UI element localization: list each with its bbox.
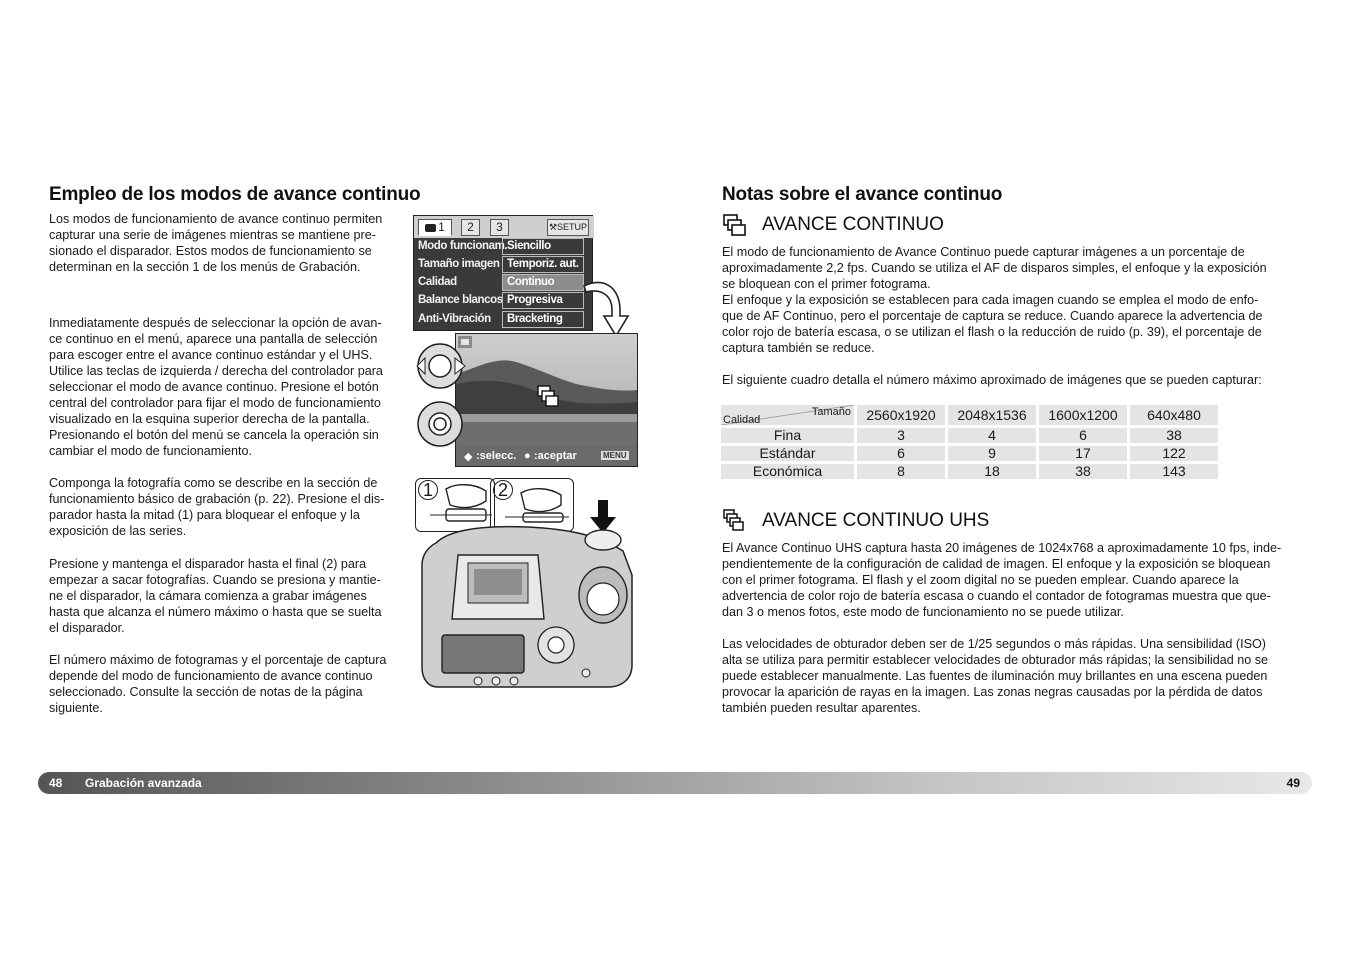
text-line: para escoger entre el avance continuo estándar y el UHS.: [49, 348, 373, 362]
menu-tab-1[interactable]: [418, 219, 452, 236]
text-line: Las velocidades de obturador deben ser de 1/25 segundos o más rápidas. Una sensibilidad (ISO): [722, 637, 1266, 651]
text-line: pendientemente de la configuración de calidad de imagen. El enfoque y la exposición se bloquean: [722, 557, 1271, 571]
center-button-icon: ●: [524, 450, 531, 462]
text-line: seleccionado. Consulte la sección de notas de la página: [49, 685, 363, 699]
table-cell: 38: [1130, 428, 1218, 443]
table-cell: 17: [1039, 446, 1127, 461]
menu-row[interactable]: [414, 274, 594, 292]
text-line: puede establecer manualmente. Las fuentes de iluminación muy brillantes en una escena pueden: [722, 669, 1268, 683]
text-line: Los modos de funcionamiento de avance continuo permiten: [49, 212, 383, 226]
menu-tab-label: 3: [496, 220, 503, 234]
text-line: depende del modo de funcionamiento de avance continuo: [49, 669, 373, 683]
text-line: seleccionar el modo de avance continuo. Presione el botón: [49, 380, 379, 394]
menu-tab-label: SETUP: [557, 222, 588, 232]
left-page-title: Empleo de los modos de avance continuo: [49, 184, 421, 205]
text-line: Utilice las teclas de izquierda / derecha del controlador para: [49, 364, 383, 378]
menu-tab-setup[interactable]: [547, 219, 589, 236]
table-header-row: [721, 405, 1218, 425]
text-line: se bloquean con el primer fotograma.: [722, 277, 931, 291]
table-column-header: 2048x1536: [948, 405, 1036, 425]
table-column-header: 1600x1200: [1039, 405, 1127, 425]
text-line: visualizado en la esquina superior derecha de la pantalla.: [49, 412, 370, 426]
table-cell: 18: [948, 464, 1036, 479]
text-line: parador hasta la mitad (1) para bloquear el enfoque y la: [49, 508, 360, 522]
screen-footer: [456, 446, 637, 466]
text-line: empezar a sacar fotografías. Cuando se presiona y mantie-: [49, 573, 381, 587]
camera-record-menu: [413, 215, 593, 331]
text-line: El siguiente cuadro detalla el número máximo aproximado de imágenes que se pueden capturar:: [722, 373, 1262, 387]
menu-row-value[interactable]: Siencillo: [502, 238, 584, 255]
text-line: alta se utiliza para permitir establecer velocidades de obturador más rápidas; la sensibilidad no se: [722, 653, 1269, 667]
controller-left-right-icon: [415, 340, 467, 392]
curved-arrow-icon: [580, 276, 632, 340]
table-column-header: 640x480: [1130, 405, 1218, 425]
menu-tab-label: 1: [438, 220, 445, 234]
text-line: advertencia de color rojo de batería escasa o cuando el contador de fotogramas muestra que que-: [722, 589, 1271, 603]
table-intro-paragraph: [722, 372, 1307, 388]
table-cell: 9: [948, 446, 1036, 461]
text-line: Presione y mantenga el disparador hasta el final (2) para: [49, 557, 367, 571]
text-line: El número máximo de fotogramas y el porcentaje de captura: [49, 653, 387, 667]
table-cell: 122: [1130, 446, 1218, 461]
menu-row-value[interactable]: Bracketing: [502, 311, 584, 328]
select-hint: :selecc.: [476, 450, 517, 462]
left-page-number: 48: [49, 776, 63, 790]
corner-label-size: Tamaño: [811, 406, 851, 418]
text-line: captura también se reduce.: [722, 341, 875, 355]
menu-row[interactable]: [414, 311, 594, 329]
avance-continuo-paragraph: [722, 244, 1307, 356]
text-line: ne el disparador, la cámara comienza a grabar imágenes: [49, 589, 367, 603]
right-page-title: Notas sobre el avance continuo: [722, 184, 1003, 205]
menu-row-key: Anti-Vibración: [418, 313, 491, 325]
text-line: funcionamiento básico de grabación (p. 22). Presione el dis-: [49, 492, 385, 506]
step-number: 2: [493, 480, 513, 500]
text-line: también pueden resultar aparentes.: [722, 701, 921, 715]
table-cell: 3: [857, 428, 945, 443]
section-title: AVANCE CONTINUO: [762, 214, 944, 235]
camera-preview-screen: [455, 333, 638, 467]
menu-tab-2[interactable]: [461, 219, 480, 236]
table-row-label: Económica: [721, 464, 854, 479]
uhs-continuous-drive-icon: [722, 509, 748, 533]
accept-hint: :aceptar: [534, 450, 577, 462]
capacity-table: [718, 402, 1221, 482]
text-line: ce continuo en el menú, aparece una pantalla de selección: [49, 332, 378, 346]
text-line: El Avance Continuo UHS captura hasta 20 imágenes de 1024x768 a aproximadamente 10 fps, inde-: [722, 541, 1282, 555]
table-cell: 4: [948, 428, 1036, 443]
camera-icon: [425, 224, 436, 232]
section-avance-continuo-heading: [722, 213, 944, 237]
menu-row[interactable]: [414, 238, 594, 256]
continuous-drive-icon: [536, 384, 560, 408]
step-number: 1: [418, 480, 438, 500]
table-cell: 143: [1130, 464, 1218, 479]
text-line: Presionando el botón del menú se cancela la operación sin: [49, 428, 379, 442]
text-line: color rojo de batería escasa, o se utilizan el flash o la reducción de ruido (p. 39), el porcentaje de: [722, 325, 1262, 339]
table-row: [721, 446, 1218, 461]
shutter-speed-paragraph: [722, 636, 1307, 716]
table-row: [721, 428, 1218, 443]
max-frames-paragraph: [49, 652, 404, 716]
continuous-drive-icon: [722, 213, 748, 237]
intro-paragraph: [49, 211, 404, 275]
compose-paragraph: [49, 475, 404, 539]
menu-row-value[interactable]: Temporiz. aut.: [502, 256, 584, 273]
text-line: El enfoque y la exposición se establecen para cada imagen cuando se emplea el modo de enfo-: [722, 293, 1259, 307]
section-name: Grabación avanzada: [85, 776, 202, 790]
table-column-header: 2560x1920: [857, 405, 945, 425]
table-row: [721, 464, 1218, 479]
uhs-paragraph: [722, 540, 1307, 620]
text-line: hasta que alcanza el número máximo o hasta que se suelta: [49, 605, 382, 619]
menu-tab-bar: [414, 216, 594, 238]
menu-tab-3[interactable]: [490, 219, 509, 236]
text-line: aproximadamente 2,2 fps. Cuando se utiliza el AF de disparos simples, el enfoque y la exposición: [722, 261, 1267, 275]
text-line: central del controlador para fijar el modo de funcionamiento: [49, 396, 381, 410]
text-line: provocar la aparición de rayas en la imagen. Las zonas negras causadas por la pérdida de datos: [722, 685, 1263, 699]
shutter-paragraph: [49, 556, 404, 636]
menu-hint: MENU: [603, 451, 627, 460]
text-line: con el primer fotograma. El flash y el zoom digital no se pueden emplear. Cuando aparece la: [722, 573, 1239, 587]
section-title: AVANCE CONTINUO UHS: [762, 510, 990, 531]
controller-center-icon: [415, 398, 467, 450]
text-line: el disparador.: [49, 621, 125, 635]
table-cell: 6: [857, 446, 945, 461]
menu-row-key: Tamaño imagen: [418, 258, 500, 270]
text-line: Componga la fotografía como se describe en la sección de: [49, 476, 378, 490]
selection-paragraph: [49, 315, 404, 459]
table-row-label: Fina: [721, 428, 854, 443]
text-line: cambiar el modo de funcionamiento.: [49, 444, 253, 458]
corner-label-quality: Calidad: [723, 414, 761, 426]
text-line: que de AF Continuo, pero el porcentaje de captura se reduce. Cuando aparece la advertencia de: [722, 309, 1263, 323]
text-line: dan 3 o menos fotos, este modo de funcionamiento no se puede utilizar.: [722, 605, 1124, 619]
menu-row-key: Modo funcionam.: [418, 240, 508, 252]
table-cell: 8: [857, 464, 945, 479]
text-line: determinan en la sección 1 de los menús de Grabación.: [49, 260, 361, 274]
text-line: capturar una serie de imágenes mientras se mantiene pre-: [49, 228, 376, 242]
camera-body-illustration: [418, 495, 643, 690]
text-line: El modo de funcionamiento de Avance Continuo puede capturar imágenes a un porcentaje de: [722, 245, 1245, 259]
section-avance-continuo-uhs-heading: [722, 509, 989, 533]
wrench-icon: ⚒: [548, 222, 558, 232]
table-cell: 6: [1039, 428, 1127, 443]
menu-row-value-selected[interactable]: Continuo: [502, 274, 584, 291]
text-line: sionado el disparador. Estos modos de funcionamiento se: [49, 244, 372, 258]
menu-tab-label: 2: [467, 220, 474, 234]
table-corner-cell: [721, 405, 854, 425]
menu-row[interactable]: [414, 256, 594, 274]
text-line: siguiente.: [49, 701, 103, 715]
left-right-arrows-icon: ◆: [464, 451, 473, 463]
menu-row-key: Calidad: [418, 276, 457, 288]
table-row-label: Estándar: [721, 446, 854, 461]
page-footer-bar: [38, 772, 1312, 794]
table-cell: 38: [1039, 464, 1127, 479]
text-line: Inmediatamente después de seleccionar la opción de avan-: [49, 316, 382, 330]
menu-row-value[interactable]: Progresiva: [502, 292, 584, 309]
menu-row-key: Balance blancos: [418, 294, 503, 306]
menu-row[interactable]: [414, 292, 594, 310]
right-page-number: 49: [1286, 776, 1300, 790]
text-line: exposición de las series.: [49, 524, 187, 538]
